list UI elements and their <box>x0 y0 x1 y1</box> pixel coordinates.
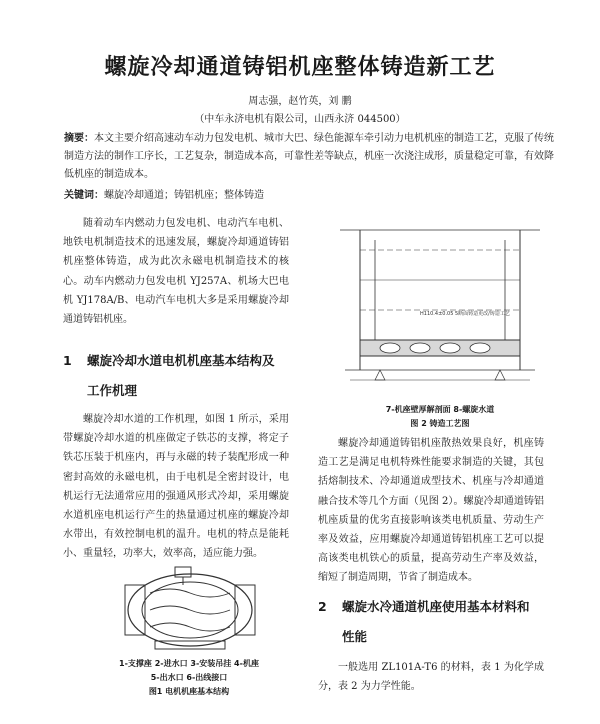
intro-paragraph: 随着动车内燃动力包发电机、电动汽车电机、地铁电机制造技术的迅速发展，螺旋冷却通道铸铝机座整体铸造，成为此次永磁电机制造技术的核心。动车内燃动力包发电机 YJ257A、机场大巴电机 YJ178A/B、电动汽车电机大多是采用螺旋冷却通道铸铝机座。 <box>63 218 289 326</box>
section1-title-line2: 工作机理 <box>87 383 138 398</box>
figure2-casting-process-drawing <box>320 220 560 400</box>
figure2-note: H110.4±0.05 5断面铸造更改/铸造工艺 <box>420 311 510 317</box>
section2-paragraph: 一般选用 ZL101A-T6 的材料，表 1 为化学成分，表 2 为力学性能。 <box>318 662 544 693</box>
keywords-label: 关键词： <box>64 190 104 201</box>
figure1-legend-line2: 5-出水口 6-出线接口 <box>150 673 228 682</box>
section2-heading <box>318 592 558 652</box>
section2-number: 2 <box>318 599 327 614</box>
figure2-legend: 7-机座壁厚解剖面 8-螺旋水道 <box>385 405 495 414</box>
section1-paragraph2: 螺旋冷却通道铸铝机座散热效果良好，机座铸造工艺是满足电机特殊性能要求制造的关键，其包括熔制技术、冷却通道成型技术、机座与冷却通道融合技术等几个方面（见图 2）。螺旋冷却通道铸铝机座质量的优劣直接影响该类电机质量、劳动生产率及效益，应用螺旋冷却通道铸铝机座工艺可以提高该类电机铁心的质量，提高劳动生产率及效益，缩短了制造周期，节省了制造成本。 <box>318 438 544 584</box>
paper-title: 螺旋冷却通道铸铝机座整体铸造新工艺 <box>104 55 496 80</box>
abstract-text: 本文主要介绍高速动车动力包发电机、城市大巴、绿色能源车牵引动力电机机座的制造工艺，克服了传统制造方法的制作工序长，工艺复杂，制造成本高，可靠性差等缺点，机座一次浇注成形，质量稳定可靠，有效降低机座的制造成本。 <box>64 133 554 180</box>
figure1-motor-frame-drawing <box>95 565 285 655</box>
section1-heading <box>63 346 293 406</box>
section2-title-line1: 螺旋水冷通道机座使用基本材料和 <box>342 599 530 614</box>
section1-paragraph: 螺旋冷却水道的工作机理，如图 1 所示，采用带螺旋冷却水道的机座做定子铁芯的支撑，将定子铁芯压装于机座内，再与永磁的转子装配形成一种密封高效的永磁电机，由于电机是全密封设计，电机运行无法通常应用的强通风形式冷却，采用螺旋水道机座电机运行产生的热量通过机座的螺旋冷却水带出，有效控制电机的温升。电机的特点是能耗小、重量轻，功率大，效率高，适应能力强。 <box>63 414 289 560</box>
keywords <box>64 186 558 201</box>
section1-number: 1 <box>63 353 72 368</box>
affiliation: （中车永济电机有限公司，山西永济 044500） <box>194 114 406 125</box>
figure1-legend-line1: 1-支撑座 2-进水口 3-安装吊挂 4-机座 <box>119 659 259 668</box>
figure1-caption: 图1 电机机座基本结构 <box>148 687 230 696</box>
abstract <box>64 130 558 184</box>
keywords-text: 螺旋冷却通道；铸铝机座；整体铸造 <box>104 190 264 201</box>
section2-title-line2: 性能 <box>342 629 368 644</box>
section1-title-line1: 螺旋冷却水道电机机座基本结构及 <box>87 353 275 368</box>
authors: 周志强，赵竹英，刘 鹏 <box>248 96 352 107</box>
figure2-caption: 图 2 铸造工艺图 <box>410 419 470 428</box>
abstract-label: 摘要： <box>64 133 94 144</box>
